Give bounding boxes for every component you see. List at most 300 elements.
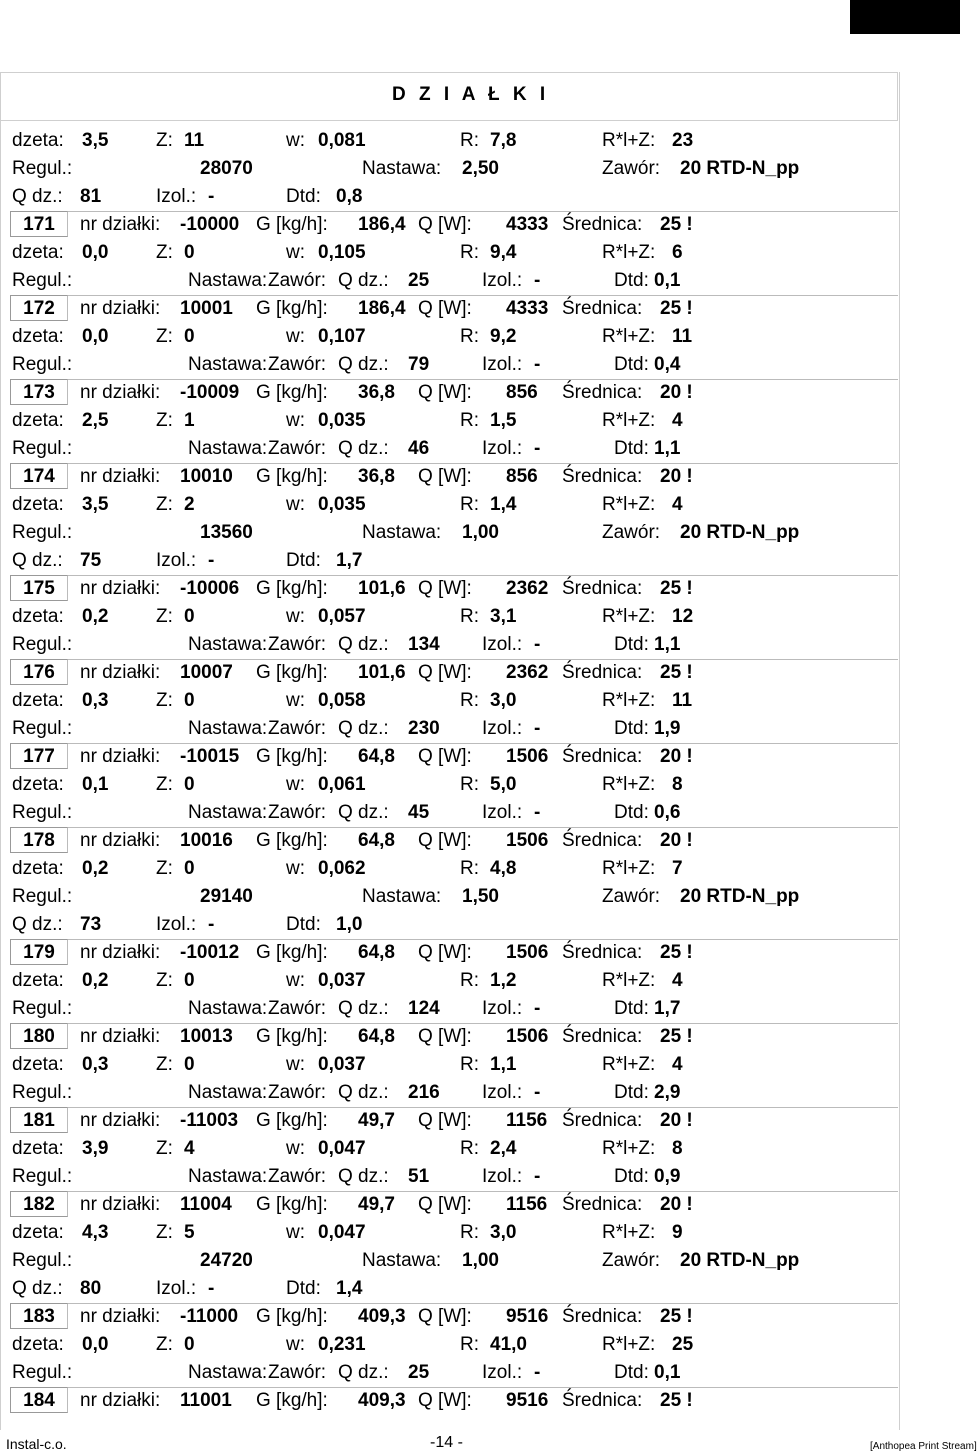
id-row [0, 211, 898, 239]
rlz-value: 25 [672, 1334, 694, 1355]
q-label: Q [W]: [418, 830, 472, 851]
zawor-value: 20 RTD-N_pp [680, 158, 800, 179]
dtd-value: 1,4 [336, 1278, 363, 1299]
srednica-value: 25 ! [660, 1390, 693, 1411]
dzeta-label: dzeta: [12, 242, 64, 263]
r-label: R: [460, 410, 479, 431]
w-label: w: [286, 970, 305, 991]
record-id: 171 [10, 211, 68, 237]
dtd-value: 1,7 [654, 998, 681, 1019]
zawor-label: Zawór: [268, 1166, 327, 1187]
srednica-label: Średnica: [562, 298, 643, 319]
srednica-label: Średnica: [562, 578, 643, 599]
w-value: 0,105 [318, 242, 366, 263]
izol-label: Izol.: [482, 634, 523, 655]
regul-row [0, 995, 898, 1023]
dtd-label: Dtd: [286, 1278, 321, 1299]
dzeta-row [0, 407, 898, 435]
izol-value: - [208, 186, 215, 207]
qdz-value: 124 [408, 998, 440, 1019]
dzeta-row [0, 603, 898, 631]
g-label: G [kg/h]: [256, 830, 328, 851]
nastawa-label: Nastawa: [188, 1082, 268, 1103]
dzeta-value: 0,2 [82, 606, 109, 627]
q-label: Q [W]: [418, 466, 472, 487]
izol-label: Izol.: [482, 354, 523, 375]
dzeta-row [0, 323, 898, 351]
izol-value: - [534, 270, 541, 291]
regul-value: 13560 [200, 522, 253, 543]
qdz-label: Q dz.: [338, 634, 389, 655]
g-label: G [kg/h]: [256, 1194, 328, 1215]
qdz-label: Q dz.: [338, 1166, 389, 1187]
w-value: 0,037 [318, 970, 366, 991]
q-value: 4333 [506, 214, 549, 235]
g-value: 409,3 [358, 1306, 406, 1327]
rlz-label: R*l+Z: [602, 1138, 656, 1159]
nr-label: nr działki: [80, 1026, 161, 1047]
nastawa-label: Nastawa: [188, 634, 268, 655]
q-label: Q [W]: [418, 578, 472, 599]
g-label: G [kg/h]: [256, 1110, 328, 1131]
q-value: 1506 [506, 1026, 549, 1047]
dtd-label: Dtd: [614, 438, 649, 459]
rlz-value: 12 [672, 606, 694, 627]
izol-label: Izol.: [482, 998, 523, 1019]
q-value: 4333 [506, 298, 549, 319]
g-label: G [kg/h]: [256, 1390, 328, 1411]
w-label: w: [286, 410, 305, 431]
izol-value: - [208, 550, 215, 571]
g-value: 186,4 [358, 298, 406, 319]
izol-label: Izol.: [482, 270, 523, 291]
zawor-label: Zawór: [602, 158, 661, 179]
dzeta-row [0, 967, 898, 995]
nastawa-value: 1,00 [462, 522, 499, 543]
z-value: 4 [184, 1138, 195, 1159]
z-label: Z: [156, 1138, 173, 1159]
footer-page-number: -14 - [430, 1434, 463, 1451]
izol-value: - [534, 1082, 541, 1103]
rlz-value: 9 [672, 1222, 683, 1243]
g-value: 64,8 [358, 942, 395, 963]
srednica-label: Średnica: [562, 1306, 643, 1327]
dtd-value: 1,9 [654, 718, 681, 739]
dzeta-label: dzeta: [12, 326, 64, 347]
srednica-label: Średnica: [562, 1194, 643, 1215]
g-value: 64,8 [358, 746, 395, 767]
w-label: w: [286, 690, 305, 711]
qdz-value: 73 [80, 914, 102, 935]
g-label: G [kg/h]: [256, 298, 328, 319]
qdz-label: Q dz.: [338, 270, 389, 291]
g-value: 49,7 [358, 1110, 395, 1131]
record-id: 184 [10, 1387, 68, 1413]
r-value: 3,0 [490, 690, 517, 711]
nr-value: 11001 [180, 1390, 232, 1411]
g-label: G [kg/h]: [256, 942, 328, 963]
w-label: w: [286, 494, 305, 515]
dtd-label: Dtd: [614, 1166, 649, 1187]
regul-row [0, 715, 898, 743]
g-value: 101,6 [358, 578, 406, 599]
qdz-label: Q dz.: [12, 550, 63, 571]
id-row [0, 463, 898, 491]
izol-value: - [534, 634, 541, 655]
rlz-label: R*l+Z: [602, 690, 656, 711]
id-row [0, 1107, 898, 1135]
qdz-row [0, 547, 898, 575]
zawor-label: Zawór: [268, 354, 327, 375]
r-value: 9,2 [490, 326, 517, 347]
dzeta-value: 0,2 [82, 858, 109, 879]
r-label: R: [460, 606, 479, 627]
footer-company: Instal-c.o. [6, 1436, 67, 1452]
q-label: Q [W]: [418, 382, 472, 403]
nr-value: -10000 [180, 214, 240, 235]
r-label: R: [460, 130, 479, 151]
nr-label: nr działki: [80, 746, 161, 767]
srednica-label: Średnica: [562, 1390, 643, 1411]
dzeta-row [0, 855, 898, 883]
g-label: G [kg/h]: [256, 1026, 328, 1047]
z-value: 0 [184, 242, 195, 263]
w-value: 0,061 [318, 774, 366, 795]
rlz-label: R*l+Z: [602, 410, 656, 431]
rlz-value: 11 [672, 326, 693, 347]
rlz-value: 23 [672, 130, 694, 151]
nastawa-label: Nastawa: [188, 354, 268, 375]
regul-row [0, 351, 898, 379]
r-label: R: [460, 690, 479, 711]
nr-label: nr działki: [80, 1194, 161, 1215]
srednica-label: Średnica: [562, 746, 643, 767]
g-label: G [kg/h]: [256, 746, 328, 767]
q-label: Q [W]: [418, 1110, 472, 1131]
rlz-value: 7 [672, 858, 683, 879]
rlz-label: R*l+Z: [602, 858, 656, 879]
nr-value: 10013 [180, 1026, 233, 1047]
regul-label: Regul.: [12, 1166, 73, 1187]
r-label: R: [460, 970, 479, 991]
z-value: 2 [184, 494, 195, 515]
srednica-value: 25 ! [660, 578, 693, 599]
id-row [0, 575, 898, 603]
regul-label: Regul.: [12, 158, 73, 179]
record-id: 175 [10, 575, 68, 601]
dtd-value: 0,4 [654, 354, 681, 375]
srednica-label: Średnica: [562, 1026, 643, 1047]
nr-value: 10010 [180, 466, 233, 487]
record-id: 180 [10, 1023, 68, 1049]
izol-label: Izol.: [156, 186, 197, 207]
dzeta-label: dzeta: [12, 494, 64, 515]
dzeta-row [0, 1051, 898, 1079]
srednica-value: 25 ! [660, 298, 693, 319]
nastawa-value: 2,50 [462, 158, 499, 179]
r-label: R: [460, 1138, 479, 1159]
zawor-label: Zawór: [268, 802, 327, 823]
qdz-label: Q dz.: [12, 1278, 63, 1299]
nr-value: 11004 [180, 1194, 232, 1215]
zawor-label: Zawór: [268, 1362, 327, 1383]
id-row [0, 827, 898, 855]
qdz-value: 25 [408, 270, 430, 291]
z-label: Z: [156, 242, 173, 263]
dzeta-row [0, 491, 898, 519]
g-value: 101,6 [358, 662, 406, 683]
regul-value: 29140 [200, 886, 253, 907]
dzeta-value: 0,0 [82, 1334, 109, 1355]
zawor-label: Zawór: [268, 270, 327, 291]
g-value: 36,8 [358, 466, 395, 487]
q-value: 856 [506, 382, 538, 403]
nastawa-label: Nastawa: [188, 1166, 268, 1187]
nastawa-label: Nastawa: [188, 1362, 268, 1383]
z-label: Z: [156, 1222, 173, 1243]
w-label: w: [286, 1054, 305, 1075]
w-label: w: [286, 858, 305, 879]
regul-label: Regul.: [12, 1082, 73, 1103]
q-label: Q [W]: [418, 1194, 472, 1215]
dzeta-value: 3,5 [82, 130, 109, 151]
regul-value: 24720 [200, 1250, 253, 1271]
z-label: Z: [156, 130, 173, 151]
dzeta-row [0, 1135, 898, 1163]
q-label: Q [W]: [418, 942, 472, 963]
nr-label: nr działki: [80, 578, 161, 599]
page-title: D Z I A Ł K I [392, 84, 550, 105]
srednica-value: 25 ! [660, 1306, 693, 1327]
nastawa-label: Nastawa: [362, 158, 442, 179]
srednica-value: 25 ! [660, 1026, 693, 1047]
srednica-label: Średnica: [562, 1110, 643, 1131]
r-value: 9,4 [490, 242, 517, 263]
dzeta-label: dzeta: [12, 970, 64, 991]
dtd-value: 0,6 [654, 802, 681, 823]
srednica-value: 20 ! [660, 466, 693, 487]
z-label: Z: [156, 970, 173, 991]
rlz-value: 8 [672, 1138, 683, 1159]
record-id: 181 [10, 1107, 68, 1133]
z-value: 0 [184, 326, 195, 347]
r-label: R: [460, 242, 479, 263]
z-value: 0 [184, 858, 195, 879]
izol-value: - [534, 354, 541, 375]
z-value: 0 [184, 1054, 195, 1075]
q-label: Q [W]: [418, 746, 472, 767]
srednica-value: 25 ! [660, 942, 693, 963]
nastawa-value: 1,50 [462, 886, 499, 907]
g-value: 186,4 [358, 214, 406, 235]
regul-label: Regul.: [12, 718, 73, 739]
dtd-value: 1,1 [654, 438, 681, 459]
nastawa-value: 1,00 [462, 1250, 499, 1271]
z-label: Z: [156, 410, 173, 431]
regul-label: Regul.: [12, 886, 73, 907]
qdz-label: Q dz.: [338, 1362, 389, 1383]
regul-row [0, 519, 898, 547]
z-label: Z: [156, 326, 173, 347]
srednica-label: Średnica: [562, 382, 643, 403]
dtd-value: 2,9 [654, 1082, 681, 1103]
srednica-label: Średnica: [562, 942, 643, 963]
w-value: 0,081 [318, 130, 366, 151]
qdz-row [0, 911, 898, 939]
regul-row [0, 1079, 898, 1107]
srednica-value: 20 ! [660, 830, 693, 851]
q-value: 856 [506, 466, 538, 487]
w-label: w: [286, 774, 305, 795]
dzeta-label: dzeta: [12, 606, 64, 627]
qdz-value: 134 [408, 634, 440, 655]
regul-label: Regul.: [12, 1362, 73, 1383]
regul-label: Regul.: [12, 438, 73, 459]
z-value: 1 [184, 410, 195, 431]
zawor-label: Zawór: [268, 718, 327, 739]
nastawa-label: Nastawa: [362, 1250, 442, 1271]
qdz-value: 80 [80, 1278, 102, 1299]
nastawa-label: Nastawa: [188, 802, 268, 823]
g-label: G [kg/h]: [256, 382, 328, 403]
regul-label: Regul.: [12, 998, 73, 1019]
dzeta-value: 3,9 [82, 1138, 109, 1159]
w-label: w: [286, 1138, 305, 1159]
rlz-value: 8 [672, 774, 683, 795]
nr-value: -11000 [180, 1306, 239, 1327]
qdz-label: Q dz.: [12, 914, 63, 935]
nr-value: -11003 [180, 1110, 239, 1131]
zawor-label: Zawór: [602, 1250, 661, 1271]
rlz-value: 4 [672, 970, 683, 991]
nr-label: nr działki: [80, 942, 161, 963]
nastawa-label: Nastawa: [188, 270, 268, 291]
nr-value: -10012 [180, 942, 240, 963]
rlz-label: R*l+Z: [602, 326, 656, 347]
nr-label: nr działki: [80, 1390, 161, 1411]
izol-label: Izol.: [482, 1082, 523, 1103]
rlz-label: R*l+Z: [602, 1054, 656, 1075]
w-value: 0,057 [318, 606, 366, 627]
w-label: w: [286, 1334, 305, 1355]
dtd-value: 0,8 [336, 186, 363, 207]
regul-row [0, 883, 898, 911]
z-value: 0 [184, 690, 195, 711]
regul-label: Regul.: [12, 802, 73, 823]
r-label: R: [460, 1054, 479, 1075]
record-id: 178 [10, 827, 68, 853]
dzeta-label: dzeta: [12, 858, 64, 879]
qdz-label: Q dz.: [338, 438, 389, 459]
zawor-label: Zawór: [268, 998, 327, 1019]
record-id: 176 [10, 659, 68, 685]
zawor-value: 20 RTD-N_pp [680, 1250, 800, 1271]
nr-label: nr działki: [80, 830, 161, 851]
zawor-label: Zawór: [268, 1082, 327, 1103]
dzeta-value: 0,0 [82, 326, 109, 347]
zawor-label: Zawór: [268, 438, 327, 459]
regul-row [0, 1247, 898, 1275]
dzeta-row [0, 127, 898, 155]
z-label: Z: [156, 606, 173, 627]
dzeta-label: dzeta: [12, 1222, 64, 1243]
nr-value: 10001 [180, 298, 233, 319]
dzeta-label: dzeta: [12, 690, 64, 711]
rlz-value: 4 [672, 1054, 683, 1075]
izol-label: Izol.: [156, 914, 197, 935]
r-value: 3,0 [490, 1222, 517, 1243]
dtd-value: 1,1 [654, 634, 681, 655]
rlz-value: 6 [672, 242, 683, 263]
id-row [0, 1303, 898, 1331]
g-value: 409,3 [358, 1390, 406, 1411]
r-value: 3,1 [490, 606, 517, 627]
qdz-value: 216 [408, 1082, 440, 1103]
record-id: 183 [10, 1303, 68, 1329]
qdz-value: 25 [408, 1362, 430, 1383]
srednica-value: 20 ! [660, 1110, 693, 1131]
q-value: 1506 [506, 942, 549, 963]
dtd-label: Dtd: [614, 354, 649, 375]
nr-label: nr działki: [80, 466, 161, 487]
rlz-label: R*l+Z: [602, 130, 656, 151]
nastawa-label: Nastawa: [188, 718, 268, 739]
r-label: R: [460, 1222, 479, 1243]
w-label: w: [286, 1222, 305, 1243]
dzeta-value: 0,2 [82, 970, 109, 991]
regul-value: 28070 [200, 158, 253, 179]
record-id: 179 [10, 939, 68, 965]
z-value: 0 [184, 970, 195, 991]
dzeta-label: dzeta: [12, 1138, 64, 1159]
q-value: 9516 [506, 1390, 549, 1411]
r-value: 1,4 [490, 494, 517, 515]
id-row [0, 295, 898, 323]
nastawa-label: Nastawa: [188, 998, 268, 1019]
w-value: 0,047 [318, 1138, 366, 1159]
r-label: R: [460, 494, 479, 515]
r-label: R: [460, 1334, 479, 1355]
z-label: Z: [156, 1054, 173, 1075]
w-value: 0,035 [318, 410, 366, 431]
rlz-value: 4 [672, 410, 683, 431]
nr-label: nr działki: [80, 1306, 161, 1327]
r-value: 5,0 [490, 774, 517, 795]
record-id: 174 [10, 463, 68, 489]
dtd-label: Dtd: [614, 802, 649, 823]
regul-label: Regul.: [12, 634, 73, 655]
dtd-label: Dtd: [614, 1362, 649, 1383]
regul-row [0, 267, 898, 295]
izol-label: Izol.: [482, 1362, 523, 1383]
id-row [0, 1023, 898, 1051]
regul-row [0, 155, 898, 183]
qdz-value: 79 [408, 354, 430, 375]
nr-label: nr działki: [80, 1110, 161, 1131]
id-row [0, 743, 898, 771]
dzeta-value: 0,0 [82, 242, 109, 263]
dtd-label: Dtd: [614, 718, 649, 739]
id-row [0, 1387, 898, 1415]
record-id: 182 [10, 1191, 68, 1217]
izol-label: Izol.: [482, 802, 523, 823]
qdz-label: Q dz.: [338, 802, 389, 823]
dtd-label: Dtd: [614, 1082, 649, 1103]
w-label: w: [286, 326, 305, 347]
id-row [0, 379, 898, 407]
qdz-label: Q dz.: [338, 1082, 389, 1103]
izol-label: Izol.: [156, 1278, 197, 1299]
